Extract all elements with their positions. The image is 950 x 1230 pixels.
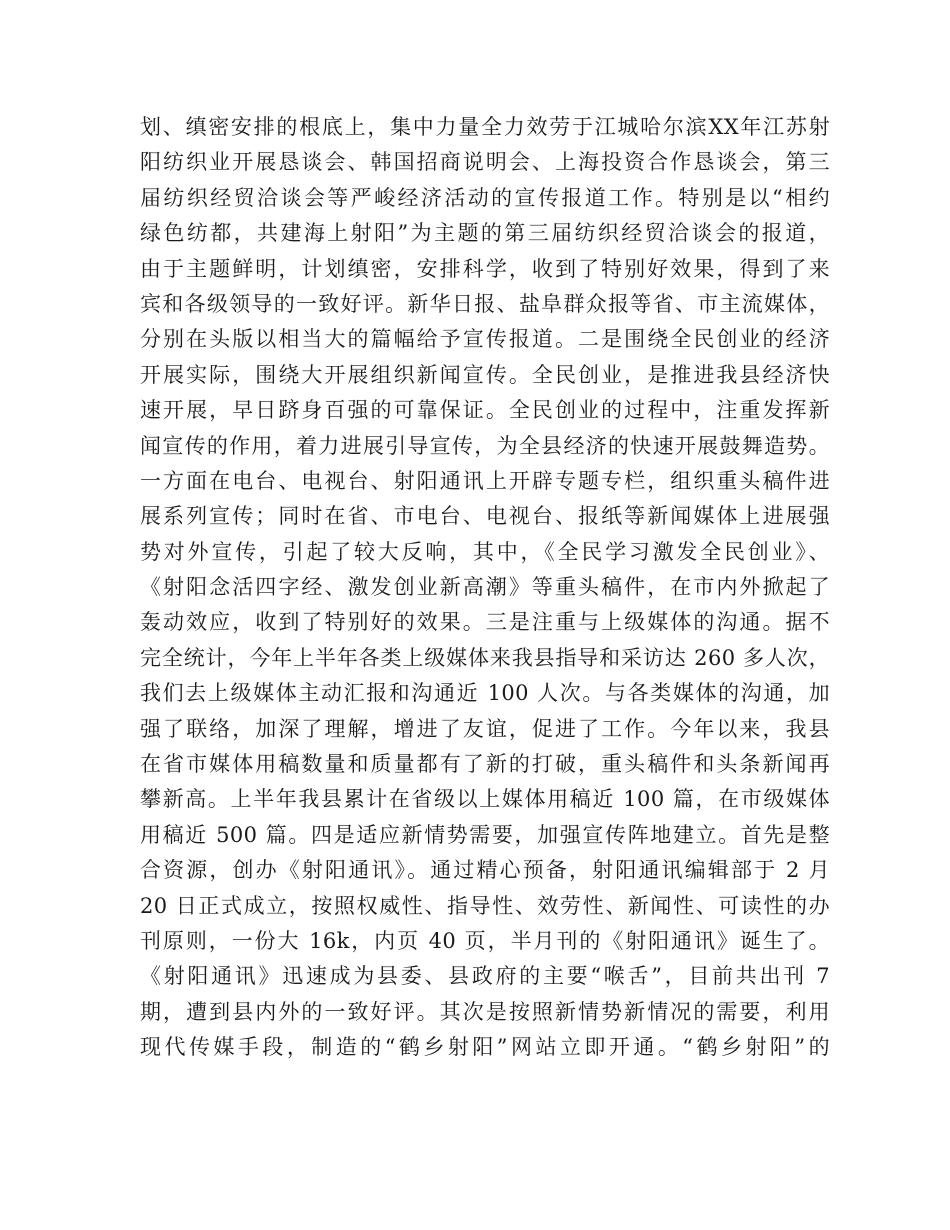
text-line: 期，遭到县内外的一致好评。其次是按照新情势新情况的需要，利用 — [140, 999, 830, 1024]
text-line: 速开展，早日跻身百强的可靠保证。全民创业的过程中，注重发挥新 — [140, 398, 830, 423]
text-line: 阳纺织业开展恳谈会、韩国招商说明会、上海投资合作恳谈会，第三 — [140, 150, 830, 175]
text-line: 攀新高。上半年我县累计在省级以上媒体用稿近 100 篇，在市级媒体 — [140, 787, 830, 812]
body-text — [140, 110, 830, 1066]
text-line: 在省市媒体用稿数量和质量都有了新的打破，重头稿件和头条新闻再 — [140, 752, 830, 777]
text-line: 轰动效应，收到了特别好的效果。三是注重与上级媒体的沟通。据不 — [140, 610, 830, 635]
text-line: 完全统计，今年上半年各类上级媒体来我县指导和采访达 260 多人次， — [140, 645, 830, 670]
text-line: 届纺织经贸洽谈会等严峻经济活动的宣传报道工作。特别是以“相约 — [140, 185, 830, 210]
text-line: 现代传媒手段，制造的“鹤乡射阳”网站立即开通。“鹤乡射阳”的 — [140, 1035, 830, 1060]
text-line: 强了联络，加深了理解，增进了友谊，促进了工作。今年以来，我县 — [140, 716, 830, 741]
text-line: 展系列宣传；同时在省、市电台、电视台、报纸等新闻媒体上进展强 — [140, 504, 830, 529]
text-line: 合资源，创办《射阳通讯》。通过精心预备，射阳通讯编辑部于 2 月 — [140, 858, 830, 883]
text-line: 势对外宣传，引起了较大反响，其中，《全民学习激发全民创业》、 — [140, 539, 830, 564]
text-line: 20 日正式成立，按照权威性、指导性、效劳性、新闻性、可读性的办 — [140, 893, 830, 918]
text-line: 《射阳念活四字经、激发创业新高潮》等重头稿件，在市内外掀起了 — [140, 575, 830, 600]
text-line: 刊原则，一份大 16k，内页 40 页，半月刊的《射阳通讯》诞生了。 — [140, 928, 830, 953]
text-line: 绿色纺都，共建海上射阳”为主题的第三届纺织经贸洽谈会的报道， — [140, 221, 830, 246]
text-line: 用稿近 500 篇。四是适应新情势需要，加强宣传阵地建立。首先是整 — [140, 822, 830, 847]
text-line: 由于主题鲜明，计划缜密，安排科学，收到了特别好效果，得到了来 — [140, 256, 830, 281]
text-line: 《射阳通讯》迅速成为县委、县政府的主要“喉舌”，目前共出刊 7 — [140, 964, 830, 989]
text-line: 分别在头版以相当大的篇幅给予宣传报道。二是围绕全民创业的经济 — [140, 327, 830, 352]
text-line: 开展实际，围绕大开展组织新闻宣传。全民创业，是推进我县经济快 — [140, 362, 830, 387]
text-line: 闻宣传的作用，着力进展引导宣传，为全县经济的快速开展鼓舞造势。 — [140, 433, 830, 458]
text-line: 一方面在电台、电视台、射阳通讯上开辟专题专栏，组织重头稿件进 — [140, 468, 830, 493]
text-line: 宾和各级领导的一致好评。新华日报、盐阜群众报等省、市主流媒体， — [140, 291, 830, 316]
text-line: 划、缜密安排的根底上，集中力量全力效劳于江城哈尔滨XX年江苏射 — [140, 115, 830, 139]
text-line: 我们去上级媒体主动汇报和沟通近 100 人次。与各类媒体的沟通，加 — [140, 681, 830, 706]
